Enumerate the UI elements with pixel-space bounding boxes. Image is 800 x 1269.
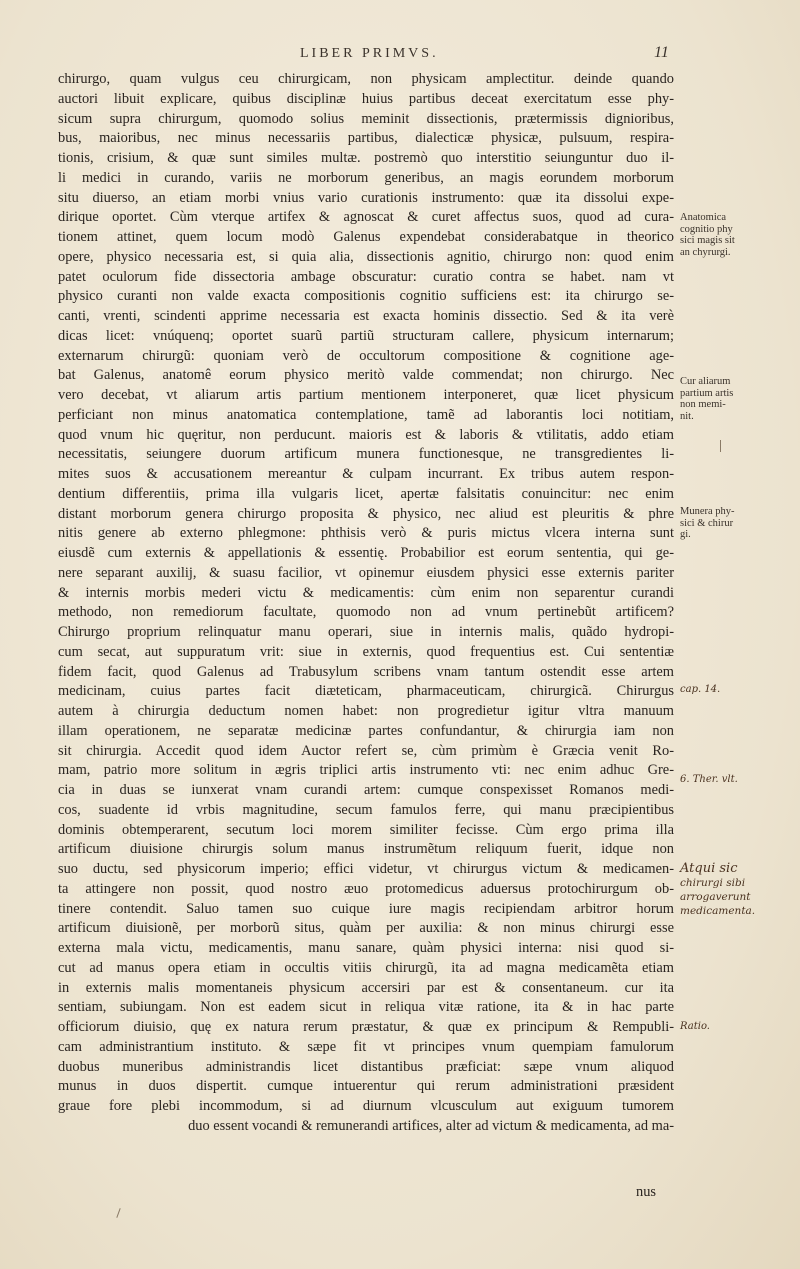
margin-note-line: sici & chirur bbox=[680, 517, 734, 529]
text-line: opere, physico necessaria est, si quia alia, dissectionis agnitio, chirurgo non: quod enim bbox=[58, 248, 674, 265]
handwritten-note-ratio bbox=[680, 1020, 795, 1033]
ink-mark bbox=[720, 440, 721, 452]
text-line: mites suos & accusationem mereantur & culpam incurrant. Ex tribus autem respon- bbox=[58, 466, 674, 482]
text-line: fidem facit, quod Galenus ad Trabusylum scribens vnam tantum ostendit esse artem bbox=[58, 663, 674, 680]
text-line: mam, patrio more solitum in ægris triplici artis instrumento vti: nec enim adhuc Gre- bbox=[58, 762, 674, 779]
text-line: methodo, non remediorum facultate, quomodo non ad vnum pertinebũt artificem? bbox=[58, 604, 674, 621]
text-line: nitis genere ab externo phlegmone: phthisis verò & puris mictus vlcera interna sunt bbox=[58, 525, 674, 542]
catchword: nus bbox=[636, 1184, 656, 1200]
margin-note-line: Munera phy- bbox=[680, 506, 735, 517]
text-line: canti, vrenti, scindenti apprime necessaria est exacta hominis dissectio. Sed & ita verè bbox=[58, 308, 674, 324]
margin-note-line: Anatomica bbox=[680, 212, 727, 223]
margin-note-line: an chyrurgi. bbox=[680, 246, 731, 258]
running-title: LIBER PRIMVS. bbox=[300, 46, 439, 61]
text-line: perficiant non minus anatomatica contemplatione, tamẽ ad laborantis loci notitiam, bbox=[58, 406, 674, 423]
text-line: illam operationem, ne separatæ medicinæ partes confundantur, & chirurgia iam non bbox=[58, 722, 674, 739]
margin-note-anatomica bbox=[680, 212, 790, 258]
text-line: nere separant auxilij, & suasu facilior, vt opinemur eiusdem physici esse externis pariter bbox=[58, 564, 674, 581]
text-line: chirurgo, quam vulgus ceu chirurgicam, non physicam amplectitur. deinde quando bbox=[58, 71, 674, 87]
text-line: li medici in curando, variis ne morborum generibus, an magis eorundem morborum bbox=[58, 169, 674, 186]
text-line: situ diuerso, an etiam morbi vnius vario curationis instrumento: quæ ita dissolui expe- bbox=[58, 189, 674, 206]
text-line: tinere contendit. Saluo tamen suo cuique iure magis recipiendam arbitror horum bbox=[58, 900, 674, 917]
text-line: cut ad manus opera etiam in occultis vitiis chirurgũ, ita ad magna medicamẽta etiam bbox=[58, 959, 674, 976]
text-line: bus, maioribus, nec minus necessariis partibus, dialecticæ physicæ, pulsuum, respira- bbox=[58, 130, 674, 147]
text-line: bat Galenus, anatomê eorum physico meritò valde commendat; non chirurgo. Nec bbox=[58, 367, 674, 384]
handwritten-line: chirurgi sibi bbox=[680, 877, 746, 889]
text-line: physico curanti non valde exacta compositionis cognitio sufficiens est: ita chirurgo se- bbox=[58, 288, 674, 305]
margin-note-munera bbox=[680, 506, 790, 541]
text-line: tionem attinet, quem locum modò Galenus expendebat considerabatque in theorico bbox=[58, 229, 674, 245]
margin-note-line: partium artis bbox=[680, 387, 734, 399]
text-line: medicinam, cuius partes facit diæteticam, pharmaceuticam, chirurgicã. Chirurgus bbox=[58, 683, 674, 700]
handwritten-line: cap. 14. bbox=[680, 684, 721, 695]
handwritten-line: arrogaverunt bbox=[680, 891, 751, 903]
text-line: ta attingere non possit, quod nostro æuo protomedicus aduersus protochirurgum ob- bbox=[58, 880, 674, 897]
text-line: suo ductu, sed physicorum imperio; effici videtur, vt chirurgus victum & medicamen- bbox=[58, 861, 674, 877]
text-line: graue fore plebi incommodum, si ad diurnum vlcusculum aut exiguum tumorem bbox=[58, 1098, 674, 1114]
handwritten-line: 6. Ther. vlt. bbox=[680, 774, 738, 785]
text-line: tionis, crisium, & quæ sunt similes multæ. postremò quo interstitio seiunguntur duo il- bbox=[58, 150, 674, 166]
margin-note-cur-aliarum bbox=[680, 376, 790, 422]
text-line: cos, suadente id vrbis magnitudine, secum famulos ferre, qui manu præcipientibus bbox=[58, 801, 674, 818]
text-line: eiusdẽ cum externis & appellationis & essentię. Probabilior est eorum sententia, qui ge- bbox=[58, 545, 674, 561]
text-line: cum secat, aut suppuratum vrit: siue in externis, quod frequentius est. Cui sententiæ bbox=[58, 643, 674, 660]
margin-note-line: non memi- bbox=[680, 399, 726, 410]
margin-note-line: Cur aliarum bbox=[680, 376, 731, 387]
text-line: auctori libuit explicare, quibus disciplinæ huius partibus deceat exercitatum esse phy- bbox=[58, 90, 674, 107]
text-line: sit chirurgia. Accedit quod idem Auctor refert se, cùm primùm è Græcia venit Ro- bbox=[58, 742, 674, 759]
folio-number: 11 bbox=[654, 44, 669, 61]
text-line: quod vnum hic quęritur, non perducunt. maioris est & laboris & vtilitatis, addo etiam bbox=[58, 426, 674, 443]
handwritten-line: medicamenta. bbox=[680, 905, 756, 917]
text-line: distant morborum genera chirurgo proposita & physico, nec aliud est pleuritis & phre bbox=[58, 505, 674, 522]
handwritten-note-ther bbox=[680, 773, 795, 786]
text-line: munus in duos dispertit. cumque intuerentur qui rerum administrationi præsident bbox=[58, 1078, 674, 1095]
margin-note-line: sici magis sit bbox=[680, 235, 735, 246]
ink-mark bbox=[116, 1208, 120, 1218]
body-text-block bbox=[58, 70, 674, 1137]
handwritten-note-atqui bbox=[680, 862, 795, 918]
margin-note-line: cognitio phy bbox=[680, 223, 733, 235]
handwritten-line: Ratio. bbox=[680, 1021, 710, 1032]
text-line: patet oculorum fide dissectoria ambage obscuratur: curatio contra se habet. nam vt bbox=[58, 268, 674, 285]
text-line: officiorum diuisio, quę ex natura rerum præstatur, & quæ ex principum & Rempubli- bbox=[58, 1019, 674, 1035]
text-line: artificum diuisione chirurgis solum manus instrumẽtum reliquum fuerit, idque non bbox=[58, 841, 674, 858]
text-line: cia in duas se iunxerat vnam curandi artem: cumque conspexisset Romanos medi- bbox=[58, 782, 674, 798]
handwritten-note-cap bbox=[680, 683, 795, 696]
text-line: duo essent vocandi & remunerandi artifices, alter ad victum & medicamenta, ad ma- bbox=[188, 1117, 674, 1134]
margin-note-line: gi. bbox=[680, 529, 691, 540]
text-line: sicum supra chirurgum, quomodo solius meminit dissectionis, prætermissis dignioribus, bbox=[58, 110, 674, 127]
text-line: necessitatis, seiungere duorum artificum munera functionesque, ne transgredientes li- bbox=[58, 446, 674, 463]
text-line: duobus muneribus administrandis licet distantibus præficiat: sæpe vnum aliquod bbox=[58, 1058, 674, 1075]
text-line: & internis morbis mederi victu & medicamentis: cùm enim non separentur curandi bbox=[58, 584, 674, 601]
text-line: externarum chirurgũ: quoniam verò de occultorum compositione & cognitione age- bbox=[58, 347, 674, 364]
text-line: Chirurgo proprium relinquatur manu operari, siue in internis malis, quãdo hydropi- bbox=[58, 624, 674, 640]
text-line: autem à chirurgia deductum nomen habet: non progredietur igitur vltra manuum bbox=[58, 703, 674, 719]
text-line: artificum diuisionẽ, per morborũ situs, quàm per auxilia: & non minus chirurgi esse bbox=[58, 920, 674, 937]
handwritten-line: Atqui sic bbox=[680, 861, 738, 876]
text-line: dentium differentiis, prima illa vulgaris licet, apertæ falsitatis conuincitur: nec enim bbox=[58, 485, 674, 502]
text-line: in externis malis momentaneis physicum accersiri par est & consentaneum. cur ita bbox=[58, 979, 674, 996]
margin-note-line: nit. bbox=[680, 410, 694, 422]
text-line: vero decebat, vt aliarum artis partium mentionem interponeret, quæ licet physicum bbox=[58, 387, 674, 403]
text-line: dominis obtemperarent, secutum loci morem similiter fecisse. Cùm ergo prima illa bbox=[58, 821, 674, 838]
text-line: cam administrantium instituto. & sæpe fit vt principes vnum quempiam famulorum bbox=[58, 1038, 674, 1055]
text-line: dirique oportet. Cùm vterque artifex & agnoscat & curet affectus suos, quod ad cura- bbox=[58, 209, 674, 226]
text-line: externa mala victu, medicamentis, manu sanare, quàm physici interna: nisi quod si- bbox=[58, 940, 674, 956]
text-line: dicas licet: vnúquenq; oportet suarũ partiũ structuram callere, physicum internarum; bbox=[58, 327, 674, 344]
text-line: sentiam, subiungam. Non est eadem sicut in reliqua vitæ ratione, ita & in hac parte bbox=[58, 999, 674, 1016]
